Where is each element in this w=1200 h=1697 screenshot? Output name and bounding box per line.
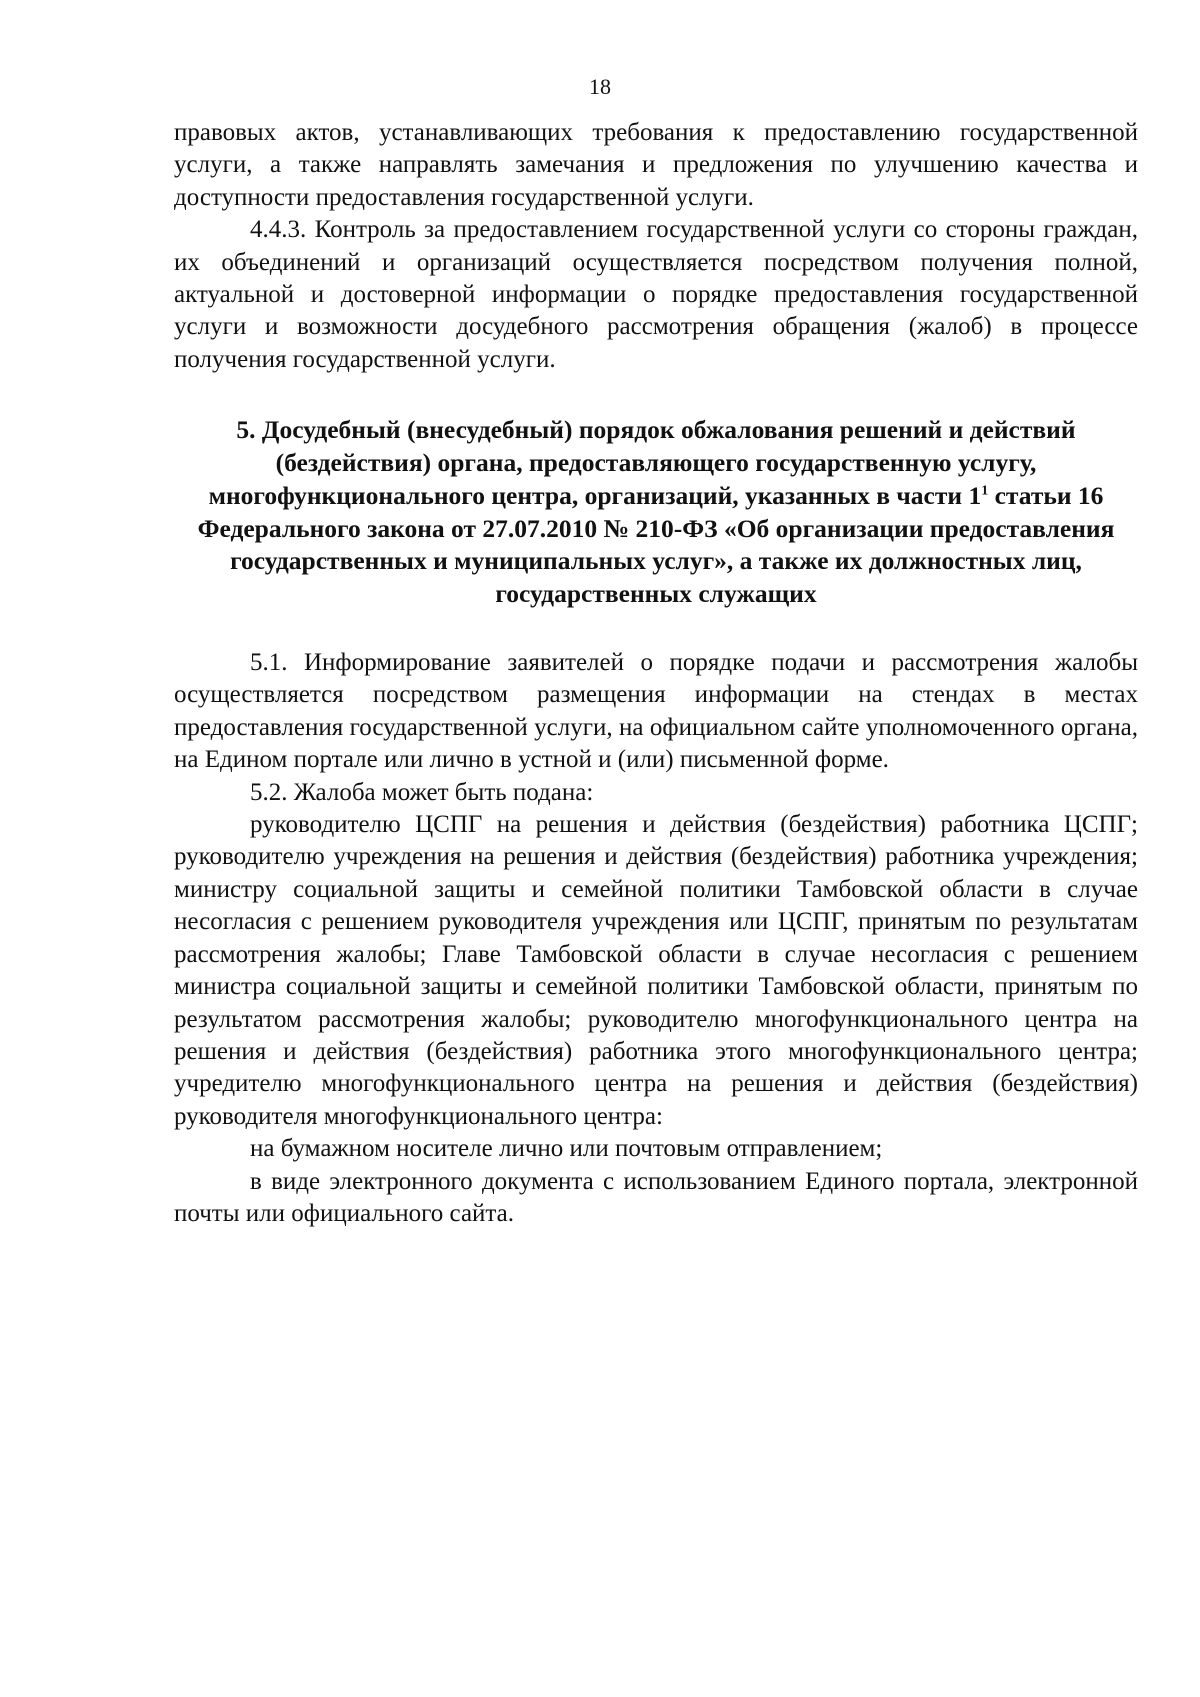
section-5-heading xyxy=(174,414,1138,611)
paragraph-5-2-electronic: в виде электронного документа с использованием Единого портала, электронной почты или официального сайта. xyxy=(174,1167,1138,1227)
paragraph-4-4-3: 4.4.3. Контроль за предоставлением государственной услуги со стороны граждан, их объединений и организаций осуществляется посредством получения полной, актуальной и достоверной информации о порядке предоставления государственной услуги и возможности досудебного рассмотрения обращения (жалоб) в процессе получения государственной услуги. xyxy=(174,216,1138,373)
document-body xyxy=(174,117,1138,1230)
paragraph-5-2-paper: на бумажном носителе лично или почтовым отправлением; xyxy=(250,1135,883,1163)
paragraph-5-2: 5.2. Жалоба может быть подана: xyxy=(250,778,594,806)
section-5-heading-superscript: 1 xyxy=(981,483,989,499)
paragraph-legal-acts: правовых актов, устанавливающих требования к предоставлению государственной услуги, а также направлять замечания и предложения по улучшению качества и доступности предоставления государственной услуги. xyxy=(174,119,1138,211)
section-5-heading-text: 5. Досудебный (внесудебный) порядок обжалования решений и действий (бездействия) органа, предоставляющего государственную услугу, многофункционального центра, организаций, указанных в части 1 xyxy=(208,415,1076,510)
page-number: 18 xyxy=(589,74,611,99)
paragraph-5-2-recipients: руководителю ЦСПГ на решения и действия (бездействия) работника ЦСПГ; руководителю учреждения на решения и действия (бездействия) работника учреждения; министру социальной защиты и семейной политики Тамбовской области в случае несогласия с решением руководителя учреждения или ЦСПГ, принятым по результатам рассмотрения жалобы; Главе Тамбовской области в случае несогласия с решением министра социальной защиты и семейной политики Тамбовской области, принятым по результатом рассмотрения жалобы; руководителю многофункционального центра на решения и действия (бездействия) работника этого многофункционального центра; учредителю многофункционального центра на решения и действия (бездействия) руководителя многофункционального центра: xyxy=(174,811,1138,1130)
section-5-heading-text-continued: статьи 16 Федерального закона от 27.07.2010 № 210-ФЗ «Об организации предоставления государственных и муниципальных услуг», а также их должностных лиц, государственных служащих xyxy=(197,480,1115,609)
paragraph-5-1: 5.1. Информирование заявителей о порядке подачи и рассмотрения жалобы осуществляется посредством размещения информации на стендах в местах предоставления государственной услуги, на официальном сайте уполномоченного органа, на Едином портале или лично в устной и (или) письменной форме. xyxy=(174,649,1138,774)
